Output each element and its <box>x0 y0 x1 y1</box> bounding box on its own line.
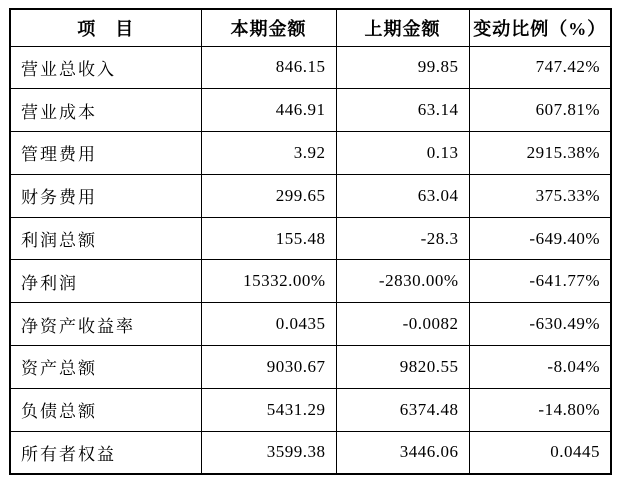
previous-amount: 99.85 <box>336 46 469 89</box>
header-current-amount: 本期金额 <box>201 9 336 46</box>
current-amount: 0.0435 <box>201 303 336 346</box>
previous-amount: 6374.48 <box>336 388 469 431</box>
previous-amount: 63.04 <box>336 174 469 217</box>
change-ratio: 375.33% <box>469 174 611 217</box>
change-ratio: -649.40% <box>469 217 611 260</box>
previous-amount: -2830.00% <box>336 260 469 303</box>
current-amount: 446.91 <box>201 89 336 132</box>
change-ratio: 2915.38% <box>469 132 611 175</box>
change-ratio: -641.77% <box>469 260 611 303</box>
change-ratio: -14.80% <box>469 388 611 431</box>
table-row <box>10 431 611 474</box>
row-label: 资产总额 <box>10 346 201 389</box>
table-row <box>10 174 611 217</box>
table-header <box>10 9 611 46</box>
change-ratio: -8.04% <box>469 346 611 389</box>
row-label: 净资产收益率 <box>10 303 201 346</box>
previous-amount: -28.3 <box>336 217 469 260</box>
row-label: 利润总额 <box>10 217 201 260</box>
current-amount: 5431.29 <box>201 388 336 431</box>
table-body <box>10 46 611 474</box>
previous-amount: 0.13 <box>336 132 469 175</box>
change-ratio: 0.0445 <box>469 431 611 474</box>
header-item: 项 目 <box>10 9 201 46</box>
current-amount: 3599.38 <box>201 431 336 474</box>
current-amount: 846.15 <box>201 46 336 89</box>
previous-amount: 9820.55 <box>336 346 469 389</box>
previous-amount: -0.0082 <box>336 303 469 346</box>
current-amount: 9030.67 <box>201 346 336 389</box>
current-amount: 155.48 <box>201 217 336 260</box>
table-row <box>10 388 611 431</box>
row-label: 负债总额 <box>10 388 201 431</box>
table-row <box>10 303 611 346</box>
table-row <box>10 217 611 260</box>
row-label: 净利润 <box>10 260 201 303</box>
current-amount: 299.65 <box>201 174 336 217</box>
table-row <box>10 46 611 89</box>
previous-amount: 3446.06 <box>336 431 469 474</box>
row-label: 营业总收入 <box>10 46 201 89</box>
table-row <box>10 346 611 389</box>
row-label: 财务费用 <box>10 174 201 217</box>
row-label: 管理费用 <box>10 132 201 175</box>
change-ratio: 607.81% <box>469 89 611 132</box>
financial-comparison-table <box>9 8 612 475</box>
previous-amount: 63.14 <box>336 89 469 132</box>
header-previous-amount: 上期金额 <box>336 9 469 46</box>
current-amount: 15332.00% <box>201 260 336 303</box>
current-amount: 3.92 <box>201 132 336 175</box>
row-label: 营业成本 <box>10 89 201 132</box>
table-row <box>10 132 611 175</box>
change-ratio: 747.42% <box>469 46 611 89</box>
header-row <box>10 9 611 46</box>
header-change-ratio: 变动比例（%） <box>469 9 611 46</box>
row-label: 所有者权益 <box>10 431 201 474</box>
change-ratio: -630.49% <box>469 303 611 346</box>
table-row <box>10 260 611 303</box>
table-row <box>10 89 611 132</box>
